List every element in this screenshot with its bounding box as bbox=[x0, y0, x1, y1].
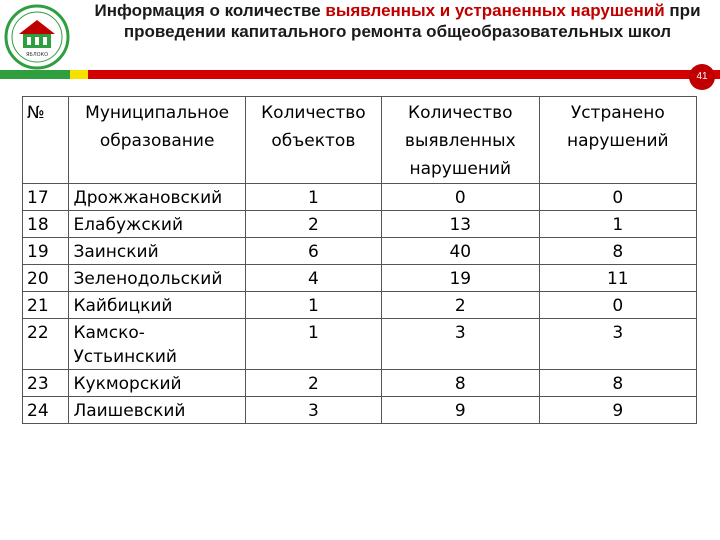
cell-found: 8 bbox=[381, 370, 539, 397]
stripe-green bbox=[0, 70, 70, 79]
cell-number: 21 bbox=[23, 292, 69, 319]
cell-objects: 2 bbox=[245, 370, 381, 397]
cell-found: 2 bbox=[381, 292, 539, 319]
table-row bbox=[23, 319, 697, 370]
cell-objects: 1 bbox=[245, 184, 381, 211]
cell-number: 17 bbox=[23, 184, 69, 211]
title-highlight: выявленных и устраненных нарушений bbox=[325, 1, 665, 20]
cell-fixed: 8 bbox=[539, 238, 696, 265]
cell-fixed: 3 bbox=[539, 319, 696, 370]
table-row bbox=[23, 265, 697, 292]
cell-found: 19 bbox=[381, 265, 539, 292]
cell-found: 0 bbox=[381, 184, 539, 211]
cell-objects: 1 bbox=[245, 319, 381, 370]
cell-municipality: Елабужский bbox=[69, 211, 245, 238]
cell-municipality: Лаишевский bbox=[69, 397, 245, 424]
cell-objects: 2 bbox=[245, 211, 381, 238]
cell-objects: 6 bbox=[245, 238, 381, 265]
column-header-number: № bbox=[23, 97, 69, 184]
cell-fixed: 1 bbox=[539, 211, 696, 238]
violations-table bbox=[22, 96, 697, 424]
page-title: Информация о количестве выявленных и устраненных нарушений при проведении капитального ремонта общеобразовательных школ bbox=[94, 1, 701, 41]
table-row bbox=[23, 397, 697, 424]
cell-fixed: 9 bbox=[539, 397, 696, 424]
cell-found: 3 bbox=[381, 319, 539, 370]
cell-municipality: Дрожжановский bbox=[69, 184, 245, 211]
table-row bbox=[23, 292, 697, 319]
cell-municipality: Зеленодольский bbox=[69, 265, 245, 292]
cell-objects: 4 bbox=[245, 265, 381, 292]
table-header-row bbox=[23, 97, 697, 184]
table-row bbox=[23, 211, 697, 238]
table-row bbox=[23, 370, 697, 397]
cell-municipality: Камско-Устьинский bbox=[69, 319, 245, 370]
cell-fixed: 11 bbox=[539, 265, 696, 292]
cell-number: 22 bbox=[23, 319, 69, 370]
column-header-fixed-violations: Устранено нарушений bbox=[539, 97, 696, 184]
cell-fixed: 8 bbox=[539, 370, 696, 397]
cell-number: 23 bbox=[23, 370, 69, 397]
column-header-objects: Количество объектов bbox=[245, 97, 381, 184]
cell-number: 24 bbox=[23, 397, 69, 424]
stripe-red bbox=[88, 70, 720, 79]
column-header-found-violations: Количество выявленных нарушений bbox=[381, 97, 539, 184]
cell-fixed: 0 bbox=[539, 292, 696, 319]
cell-fixed: 0 bbox=[539, 184, 696, 211]
cell-found: 9 bbox=[381, 397, 539, 424]
cell-municipality: Кукморский bbox=[69, 370, 245, 397]
cell-number: 18 bbox=[23, 211, 69, 238]
page-number-badge: 41 bbox=[689, 64, 715, 90]
table-row bbox=[23, 184, 697, 211]
school-building-icon bbox=[4, 4, 70, 70]
column-header-municipality: Муниципальное образование bbox=[69, 97, 245, 184]
stripe-yellow bbox=[70, 70, 88, 79]
cell-found: 13 bbox=[381, 211, 539, 238]
cell-number: 20 bbox=[23, 265, 69, 292]
cell-municipality: Кайбицкий bbox=[69, 292, 245, 319]
cell-objects: 1 bbox=[245, 292, 381, 319]
svg-text:ЯБЛОКО: ЯБЛОКО bbox=[25, 52, 49, 58]
cell-found: 40 bbox=[381, 238, 539, 265]
table-row bbox=[23, 238, 697, 265]
cell-municipality: Заинский bbox=[69, 238, 245, 265]
cell-number: 19 bbox=[23, 238, 69, 265]
cell-objects: 3 bbox=[245, 397, 381, 424]
